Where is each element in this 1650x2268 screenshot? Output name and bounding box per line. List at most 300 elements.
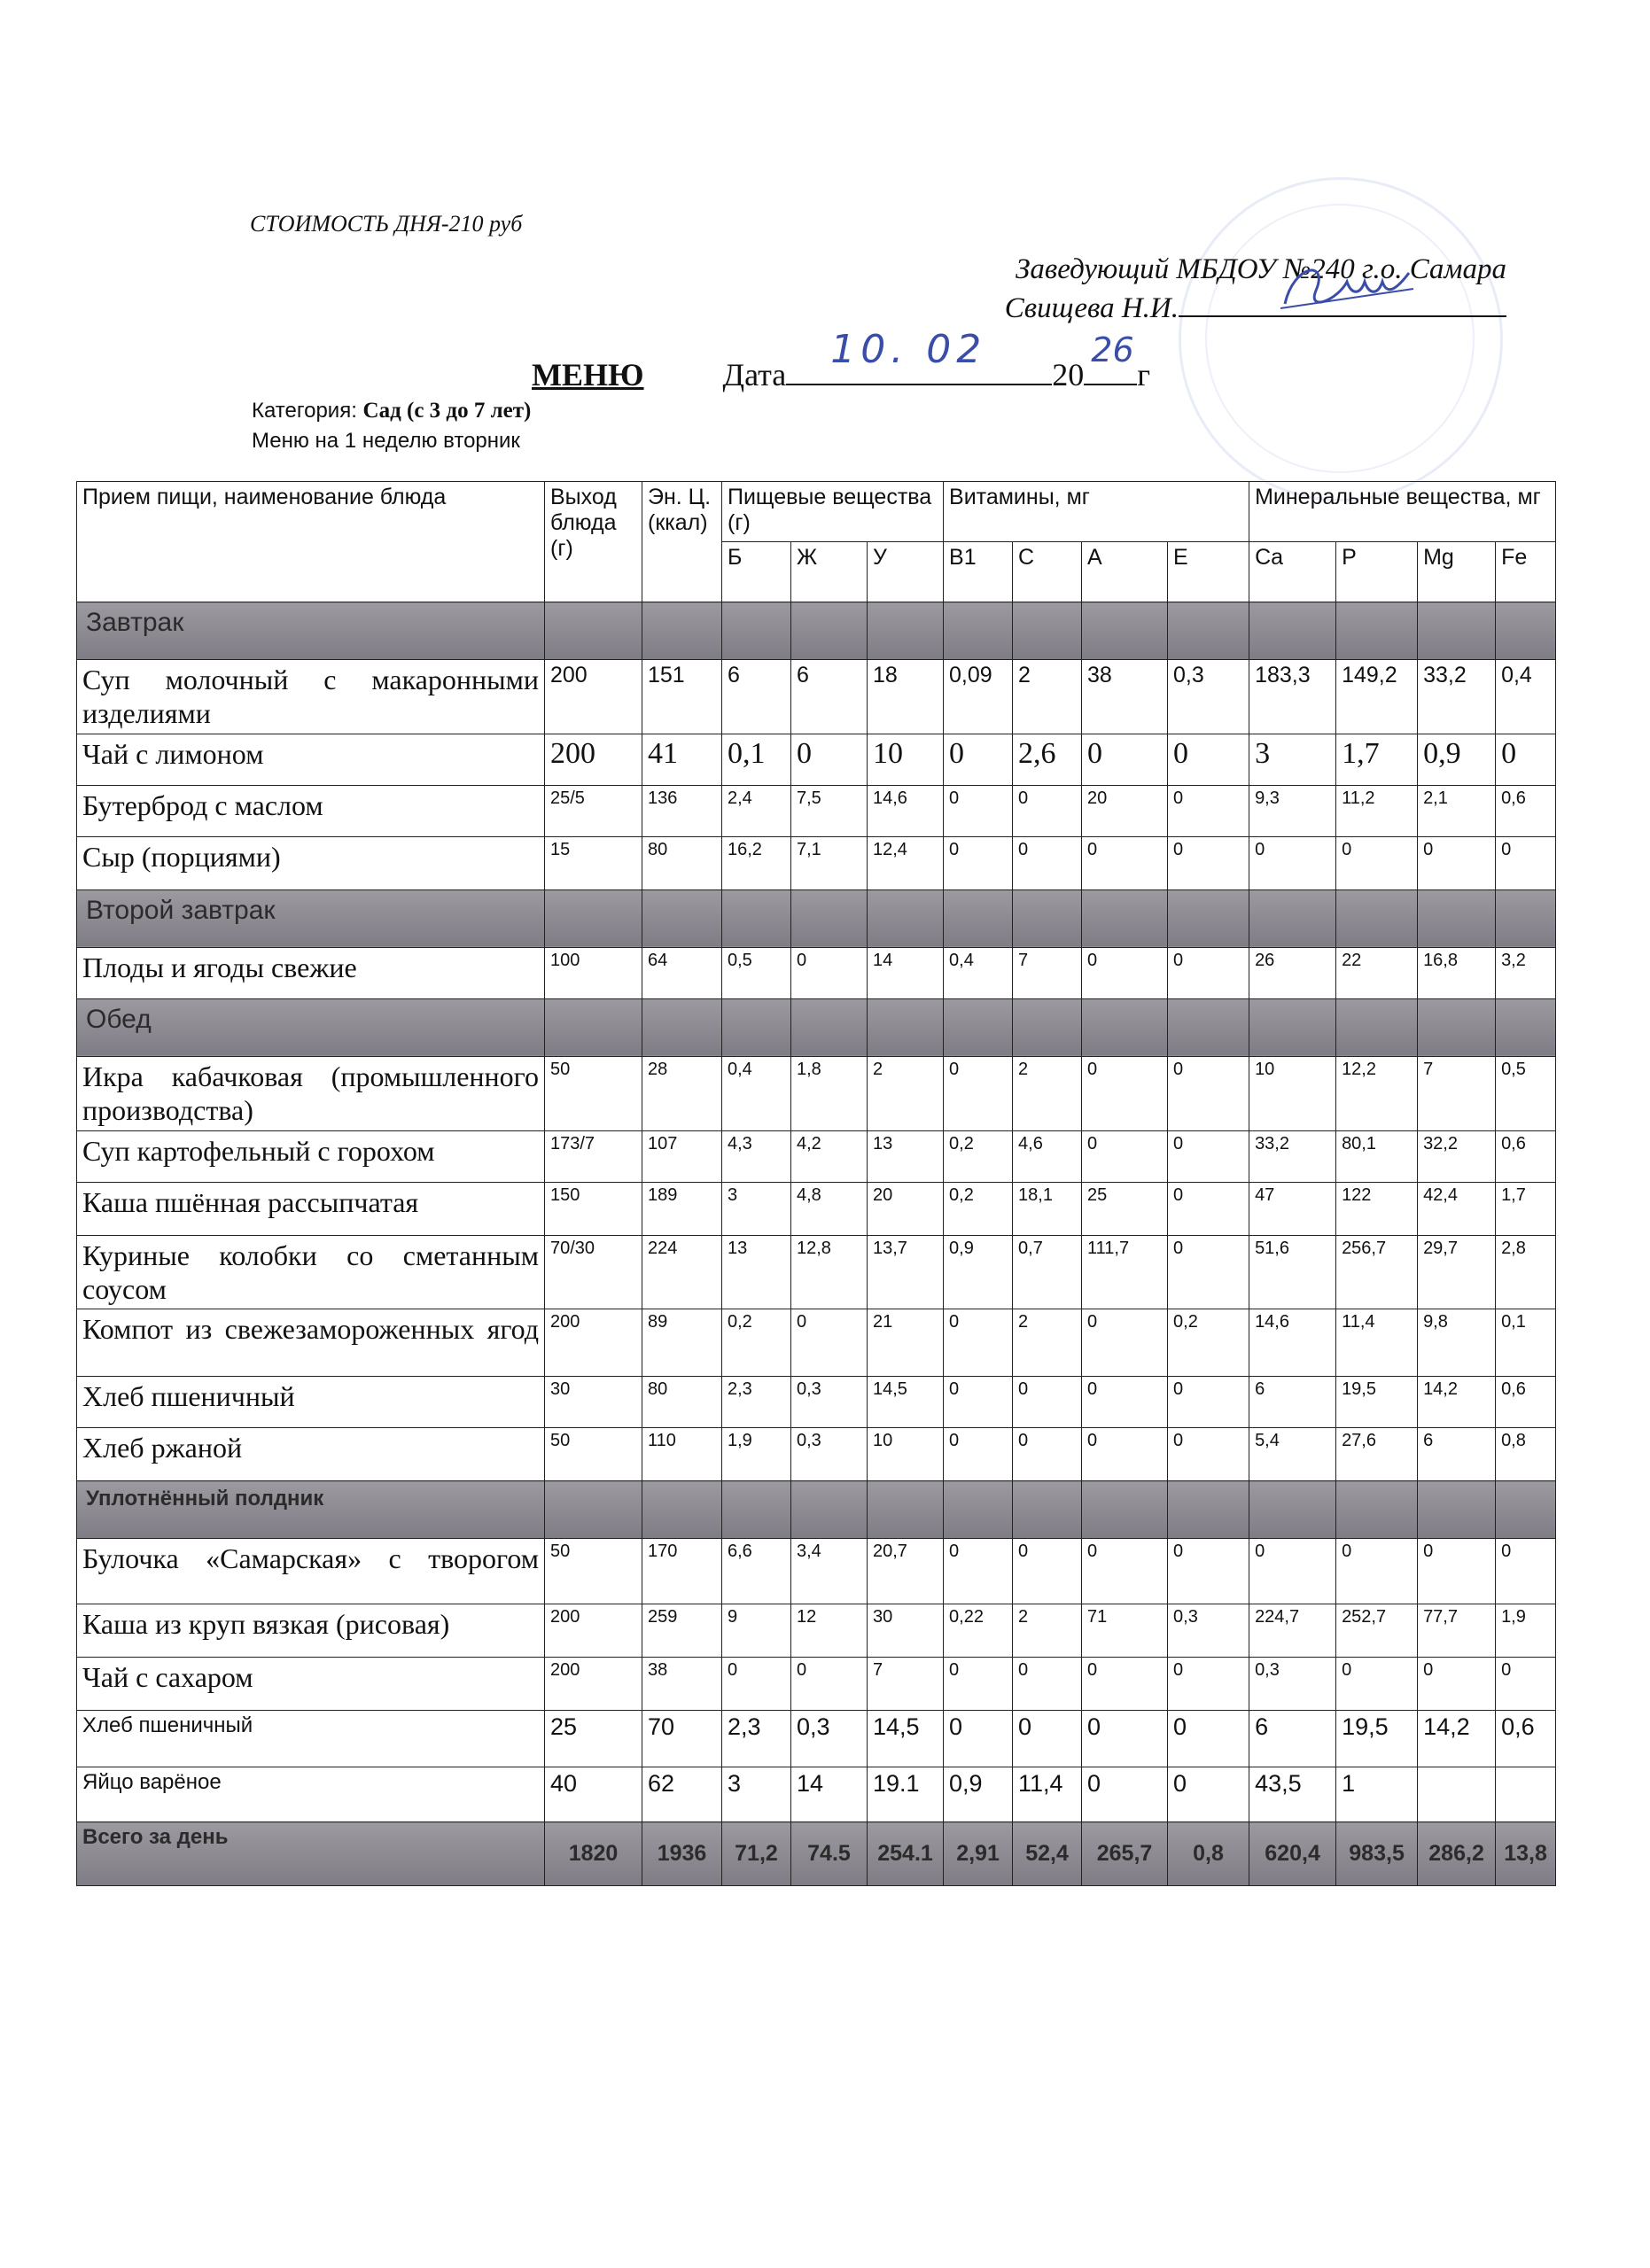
table-row — [77, 1182, 1556, 1235]
value-cell: 0 — [1418, 1539, 1496, 1604]
dish-name: Чай с сахаром — [77, 1658, 545, 1711]
table-row — [77, 1658, 1556, 1711]
section-blank-cell — [1168, 998, 1249, 1056]
value-cell: 200 — [545, 1604, 642, 1658]
section-blank-cell — [944, 602, 1013, 660]
value-cell: 3 — [722, 1767, 791, 1822]
value-cell: 2 — [868, 1056, 944, 1130]
value-cell: 14,6 — [1249, 1309, 1336, 1377]
col-sub-header: Fe — [1496, 542, 1556, 602]
value-cell: 1,7 — [1496, 1182, 1556, 1235]
table-row — [77, 1130, 1556, 1182]
section-cell — [77, 1481, 545, 1539]
dish-name: Хлеб пшеничный — [77, 1711, 545, 1767]
section-blank-cell — [1013, 602, 1082, 660]
value-cell: 6,6 — [722, 1539, 791, 1604]
value-cell: 13,7 — [868, 1235, 944, 1309]
value-cell: 20,7 — [868, 1539, 944, 1604]
dish-name: Суп молочный с макаронными изделиями — [77, 660, 545, 734]
section-blank-cell — [1496, 1481, 1556, 1539]
value-cell: 0,3 — [791, 1428, 868, 1481]
table-row — [77, 1604, 1556, 1658]
table-row — [77, 1309, 1556, 1377]
section-name: Обед — [86, 1004, 152, 1034]
section-blank-cell — [1013, 889, 1082, 947]
value-cell: 12 — [791, 1604, 868, 1658]
value-cell: 33,2 — [1249, 1130, 1336, 1182]
col-sub-header: P — [1336, 542, 1418, 602]
value-cell: 122 — [1336, 1182, 1418, 1235]
value-cell: 0 — [722, 1658, 791, 1711]
value-cell: 0,3 — [1168, 1604, 1249, 1658]
section-blank-cell — [722, 998, 791, 1056]
value-cell: 259 — [642, 1604, 722, 1658]
value-cell: 33,2 — [1418, 660, 1496, 734]
value-cell: 100 — [545, 947, 642, 998]
value-cell: 71 — [1082, 1604, 1168, 1658]
value-cell: 13 — [722, 1235, 791, 1309]
value-cell: 14 — [868, 947, 944, 998]
value-cell: 1,9 — [722, 1428, 791, 1481]
approver-block — [886, 250, 1506, 328]
section-blank-cell — [791, 889, 868, 947]
value-cell: 0 — [1418, 836, 1496, 889]
section-blank-cell — [1249, 1481, 1336, 1539]
value-cell: 30 — [545, 1377, 642, 1428]
section-blank-cell — [791, 602, 868, 660]
value-cell: 3,2 — [1496, 947, 1556, 998]
col-sub-header: A — [1082, 542, 1168, 602]
value-cell: 50 — [545, 1056, 642, 1130]
value-cell: 256,7 — [1336, 1235, 1418, 1309]
value-cell: 6 — [1418, 1428, 1496, 1481]
value-cell: 10 — [868, 1428, 944, 1481]
value-cell: 150 — [545, 1182, 642, 1235]
value-cell: 80 — [642, 836, 722, 889]
value-cell — [1418, 1767, 1496, 1822]
section-blank-cell — [1013, 998, 1082, 1056]
category-line — [252, 399, 531, 423]
value-cell: 0,5 — [1496, 1056, 1556, 1130]
value-cell: 89 — [642, 1309, 722, 1377]
col-sub-header: C — [1013, 542, 1082, 602]
value-cell: 0 — [944, 1377, 1013, 1428]
value-cell: 70 — [642, 1711, 722, 1767]
value-cell: 15 — [545, 836, 642, 889]
year-prefix: 20 — [1052, 357, 1085, 392]
section-blank-cell — [868, 998, 944, 1056]
year-blank — [1084, 330, 1137, 385]
value-cell: 62 — [642, 1767, 722, 1822]
value-cell: 0 — [1082, 947, 1168, 998]
table-row — [77, 785, 1556, 836]
table-row — [77, 734, 1556, 785]
value-cell: 38 — [1082, 660, 1168, 734]
value-cell: 0 — [1013, 1428, 1082, 1481]
col-sub-header: Ca — [1249, 542, 1336, 602]
value-cell: 0,6 — [1496, 785, 1556, 836]
menu-table — [76, 481, 1556, 1886]
value-cell: 0 — [1168, 1377, 1249, 1428]
value-cell: 111,7 — [1082, 1235, 1168, 1309]
value-cell: 2,4 — [722, 785, 791, 836]
date-blank — [786, 327, 1052, 385]
value-cell: 0 — [791, 1658, 868, 1711]
value-cell: 14,2 — [1418, 1377, 1496, 1428]
value-cell: 151 — [642, 660, 722, 734]
col-sub-header: Б — [722, 542, 791, 602]
section-blank-cell — [1013, 1481, 1082, 1539]
value-cell: 50 — [545, 1428, 642, 1481]
dish-name: Чай с лимоном — [77, 734, 545, 785]
value-cell: 28 — [642, 1056, 722, 1130]
total-label: Всего за день — [77, 1822, 545, 1886]
total-value-cell: 74.5 — [791, 1822, 868, 1886]
value-cell: 64 — [642, 947, 722, 998]
section-blank-cell — [1082, 602, 1168, 660]
section-cell — [77, 889, 545, 947]
value-cell: 189 — [642, 1182, 722, 1235]
value-cell: 0 — [1168, 836, 1249, 889]
dish-name: Бутерброд с маслом — [77, 785, 545, 836]
section-blank-cell — [944, 889, 1013, 947]
value-cell: 0 — [1013, 1658, 1082, 1711]
value-cell: 136 — [642, 785, 722, 836]
value-cell: 18 — [868, 660, 944, 734]
value-cell: 0,5 — [722, 947, 791, 998]
section-blank-cell — [868, 1481, 944, 1539]
dish-name: Икра кабачковая (промышленного производства) — [77, 1056, 545, 1130]
total-value-cell: 1936 — [642, 1822, 722, 1886]
value-cell: 0 — [944, 1539, 1013, 1604]
value-cell: 0,7 — [1013, 1235, 1082, 1309]
col-vitamins-header: Витамины, мг — [944, 482, 1249, 542]
section-blank-cell — [868, 889, 944, 947]
value-cell: 0 — [1013, 1539, 1082, 1604]
value-cell: 0 — [1168, 1767, 1249, 1822]
section-cell — [77, 998, 545, 1056]
total-row — [77, 1822, 1556, 1886]
col-sub-header: Mg — [1418, 542, 1496, 602]
value-cell: 38 — [642, 1658, 722, 1711]
col-dish-header: Прием пищи, наименование блюда — [77, 482, 545, 602]
value-cell: 0 — [1168, 1056, 1249, 1130]
menu-heading — [532, 327, 1151, 393]
value-cell: 0 — [1418, 1658, 1496, 1711]
value-cell: 41 — [642, 734, 722, 785]
section-blank-cell — [1168, 889, 1249, 947]
value-cell: 0 — [944, 1056, 1013, 1130]
value-cell: 0 — [1082, 1711, 1168, 1767]
value-cell: 5,4 — [1249, 1428, 1336, 1481]
value-cell: 200 — [545, 1309, 642, 1377]
value-cell: 70/30 — [545, 1235, 642, 1309]
table-row — [77, 947, 1556, 998]
section-blank-cell — [1082, 998, 1168, 1056]
dish-name: Плоды и ягоды свежие — [77, 947, 545, 998]
value-cell: 3 — [1249, 734, 1336, 785]
section-blank-cell — [1082, 1481, 1168, 1539]
total-value-cell: 0,8 — [1168, 1822, 1249, 1886]
value-cell: 0 — [944, 785, 1013, 836]
value-cell: 12,8 — [791, 1235, 868, 1309]
value-cell: 0 — [1082, 836, 1168, 889]
value-cell: 13 — [868, 1130, 944, 1182]
value-cell: 25 — [1082, 1182, 1168, 1235]
value-cell: 10 — [1249, 1056, 1336, 1130]
value-cell: 47 — [1249, 1182, 1336, 1235]
value-cell: 2,3 — [722, 1711, 791, 1767]
col-sub-header: B1 — [944, 542, 1013, 602]
col-energy-header: Эн. Ц. (ккал) — [642, 482, 722, 602]
value-cell: 9 — [722, 1604, 791, 1658]
value-cell: 0,1 — [722, 734, 791, 785]
value-cell: 0 — [944, 1711, 1013, 1767]
section-blank-cell — [722, 1481, 791, 1539]
section-blank-cell — [1249, 602, 1336, 660]
value-cell: 6 — [1249, 1377, 1336, 1428]
day-cost: СТОИМОСТЬ ДНЯ-210 руб — [250, 211, 523, 237]
value-cell: 12,4 — [868, 836, 944, 889]
value-cell: 4,2 — [791, 1130, 868, 1182]
value-cell: 0,9 — [944, 1767, 1013, 1822]
value-cell: 0 — [1082, 1309, 1168, 1377]
section-blank-cell — [545, 602, 642, 660]
dish-name: Каша из круп вязкая (рисовая) — [77, 1604, 545, 1658]
value-cell: 0,2 — [944, 1130, 1013, 1182]
value-cell: 19,5 — [1336, 1377, 1418, 1428]
value-cell: 6 — [1249, 1711, 1336, 1767]
value-cell: 1 — [1336, 1767, 1418, 1822]
section-blank-cell — [944, 998, 1013, 1056]
total-value-cell: 13,8 — [1496, 1822, 1556, 1886]
dish-name: Яйцо варёное — [77, 1767, 545, 1822]
value-cell: 0,8 — [1496, 1428, 1556, 1481]
section-name: Второй завтрак — [86, 895, 276, 925]
value-cell: 10 — [868, 734, 944, 785]
value-cell: 0,6 — [1496, 1711, 1556, 1767]
section-blank-cell — [1336, 998, 1418, 1056]
value-cell: 0 — [1168, 1539, 1249, 1604]
value-cell: 21 — [868, 1309, 944, 1377]
value-cell: 0 — [1168, 1182, 1249, 1235]
total-value-cell: 265,7 — [1082, 1822, 1168, 1886]
value-cell: 0,4 — [722, 1056, 791, 1130]
value-cell: 0 — [1168, 1235, 1249, 1309]
value-cell: 0 — [1082, 1767, 1168, 1822]
value-cell: 14,5 — [868, 1377, 944, 1428]
section-blank-cell — [545, 998, 642, 1056]
value-cell: 27,6 — [1336, 1428, 1418, 1481]
value-cell: 51,6 — [1249, 1235, 1336, 1309]
value-cell: 0 — [1082, 734, 1168, 785]
value-cell: 0,3 — [1168, 660, 1249, 734]
value-cell: 0 — [1168, 734, 1249, 785]
section-blank-cell — [1418, 1481, 1496, 1539]
col-sub-header: E — [1168, 542, 1249, 602]
value-cell: 0,6 — [1496, 1130, 1556, 1182]
section-blank-cell — [791, 998, 868, 1056]
value-cell: 0 — [1496, 1539, 1556, 1604]
value-cell: 40 — [545, 1767, 642, 1822]
value-cell: 19.1 — [868, 1767, 944, 1822]
value-cell: 7 — [1418, 1056, 1496, 1130]
value-cell: 0,22 — [944, 1604, 1013, 1658]
section-blank-cell — [722, 889, 791, 947]
value-cell: 224,7 — [1249, 1604, 1336, 1658]
dish-name: Суп картофельный с горохом — [77, 1130, 545, 1182]
value-cell: 29,7 — [1418, 1235, 1496, 1309]
value-cell: 1,9 — [1496, 1604, 1556, 1658]
value-cell: 0,4 — [1496, 660, 1556, 734]
value-cell: 0 — [944, 1309, 1013, 1377]
value-cell: 11,4 — [1336, 1309, 1418, 1377]
section-blank-cell — [1336, 602, 1418, 660]
value-cell: 1,7 — [1336, 734, 1418, 785]
total-value-cell: 983,5 — [1336, 1822, 1418, 1886]
value-cell: 25 — [545, 1711, 642, 1767]
total-value-cell: 2,91 — [944, 1822, 1013, 1886]
value-cell: 7 — [868, 1658, 944, 1711]
approver-signature-line — [1005, 289, 1506, 328]
value-cell: 14 — [791, 1767, 868, 1822]
year-suffix: г — [1137, 357, 1151, 392]
value-cell: 252,7 — [1336, 1604, 1418, 1658]
value-cell: 0 — [1013, 1377, 1082, 1428]
value-cell: 14,6 — [868, 785, 944, 836]
value-cell: 12,2 — [1336, 1056, 1418, 1130]
section-name: Уплотнённый полдник — [86, 1487, 324, 1511]
dish-name: Каша пшённая рассыпчатая — [77, 1182, 545, 1235]
value-cell: 2,1 — [1418, 785, 1496, 836]
value-cell: 0,9 — [1418, 734, 1496, 785]
value-cell: 11,2 — [1336, 785, 1418, 836]
value-cell: 0,3 — [1249, 1658, 1336, 1711]
value-cell: 170 — [642, 1539, 722, 1604]
value-cell: 0 — [791, 947, 868, 998]
dish-name: Компот из свежезамороженных ягод — [77, 1309, 545, 1377]
value-cell: 2,6 — [1013, 734, 1082, 785]
value-cell: 0,3 — [791, 1711, 868, 1767]
value-cell: 183,3 — [1249, 660, 1336, 734]
table-row — [77, 1235, 1556, 1309]
approver-title: Заведующий МБДОУ №240 г.о. Самара — [1016, 253, 1506, 285]
value-cell: 110 — [642, 1428, 722, 1481]
value-cell: 0 — [1168, 1711, 1249, 1767]
value-cell: 0 — [1013, 836, 1082, 889]
value-cell: 77,7 — [1418, 1604, 1496, 1658]
table-row — [77, 1767, 1556, 1822]
value-cell: 0 — [1496, 836, 1556, 889]
section-blank-cell — [1418, 998, 1496, 1056]
value-cell: 19,5 — [1336, 1711, 1418, 1767]
value-cell: 32,2 — [1418, 1130, 1496, 1182]
value-cell: 22 — [1336, 947, 1418, 998]
value-cell: 11,4 — [1013, 1767, 1082, 1822]
value-cell: 0,2 — [944, 1182, 1013, 1235]
value-cell: 0,9 — [944, 1235, 1013, 1309]
value-cell: 0 — [1496, 1658, 1556, 1711]
value-cell: 0 — [944, 1428, 1013, 1481]
value-cell: 4,8 — [791, 1182, 868, 1235]
total-value-cell: 254.1 — [868, 1822, 944, 1886]
value-cell: 0 — [1249, 836, 1336, 889]
total-value-cell: 71,2 — [722, 1822, 791, 1886]
value-cell: 0 — [1082, 1658, 1168, 1711]
section-name: Завтрак — [86, 608, 184, 637]
value-cell: 20 — [1082, 785, 1168, 836]
dish-name: Сыр (порциями) — [77, 836, 545, 889]
value-cell: 16,8 — [1418, 947, 1496, 998]
table-row — [77, 1711, 1556, 1767]
value-cell: 2 — [1013, 660, 1082, 734]
value-cell: 0 — [944, 734, 1013, 785]
value-cell: 42,4 — [1418, 1182, 1496, 1235]
table-row — [77, 1539, 1556, 1604]
section-blank-cell — [1496, 602, 1556, 660]
value-cell: 16,2 — [722, 836, 791, 889]
col-sub-header: У — [868, 542, 944, 602]
value-cell: 30 — [868, 1604, 944, 1658]
table-row — [77, 1377, 1556, 1428]
value-cell: 0,4 — [944, 947, 1013, 998]
section-blank-cell — [1496, 889, 1556, 947]
value-cell: 14,5 — [868, 1711, 944, 1767]
value-cell: 0 — [1168, 1130, 1249, 1182]
table-row — [77, 836, 1556, 889]
section-blank-cell — [642, 1481, 722, 1539]
section-row — [77, 602, 1556, 660]
section-blank-cell — [1168, 1481, 1249, 1539]
value-cell — [1496, 1767, 1556, 1822]
section-blank-cell — [1418, 602, 1496, 660]
value-cell: 7 — [1013, 947, 1082, 998]
table-row — [77, 1056, 1556, 1130]
value-cell: 0 — [944, 836, 1013, 889]
value-cell: 0 — [1082, 1428, 1168, 1481]
value-cell: 0 — [1168, 1428, 1249, 1481]
section-blank-cell — [545, 1481, 642, 1539]
value-cell: 0 — [1082, 1539, 1168, 1604]
year-handwritten: 26 — [1091, 330, 1134, 369]
value-cell: 0 — [944, 1658, 1013, 1711]
value-cell: 0 — [1336, 836, 1418, 889]
value-cell: 149,2 — [1336, 660, 1418, 734]
value-cell: 20 — [868, 1182, 944, 1235]
value-cell: 4,3 — [722, 1130, 791, 1182]
value-cell: 0 — [1168, 1658, 1249, 1711]
value-cell: 0 — [1082, 1130, 1168, 1182]
dish-name: Куриные колобки со сметанным соусом — [77, 1235, 545, 1309]
value-cell: 0 — [1336, 1539, 1418, 1604]
value-cell: 6 — [791, 660, 868, 734]
section-blank-cell — [868, 602, 944, 660]
value-cell: 0 — [1496, 734, 1556, 785]
date-handwritten: 10. 02 — [830, 327, 987, 372]
value-cell: 18,1 — [1013, 1182, 1082, 1235]
value-cell: 9,8 — [1418, 1309, 1496, 1377]
value-cell: 2,8 — [1496, 1235, 1556, 1309]
section-blank-cell — [1249, 889, 1336, 947]
section-blank-cell — [1496, 998, 1556, 1056]
value-cell: 0 — [1168, 947, 1249, 998]
section-blank-cell — [791, 1481, 868, 1539]
value-cell: 14,2 — [1418, 1711, 1496, 1767]
menu-title: МЕНЮ — [532, 357, 644, 392]
section-blank-cell — [1082, 889, 1168, 947]
value-cell: 0,2 — [1168, 1309, 1249, 1377]
value-cell: 43,5 — [1249, 1767, 1336, 1822]
